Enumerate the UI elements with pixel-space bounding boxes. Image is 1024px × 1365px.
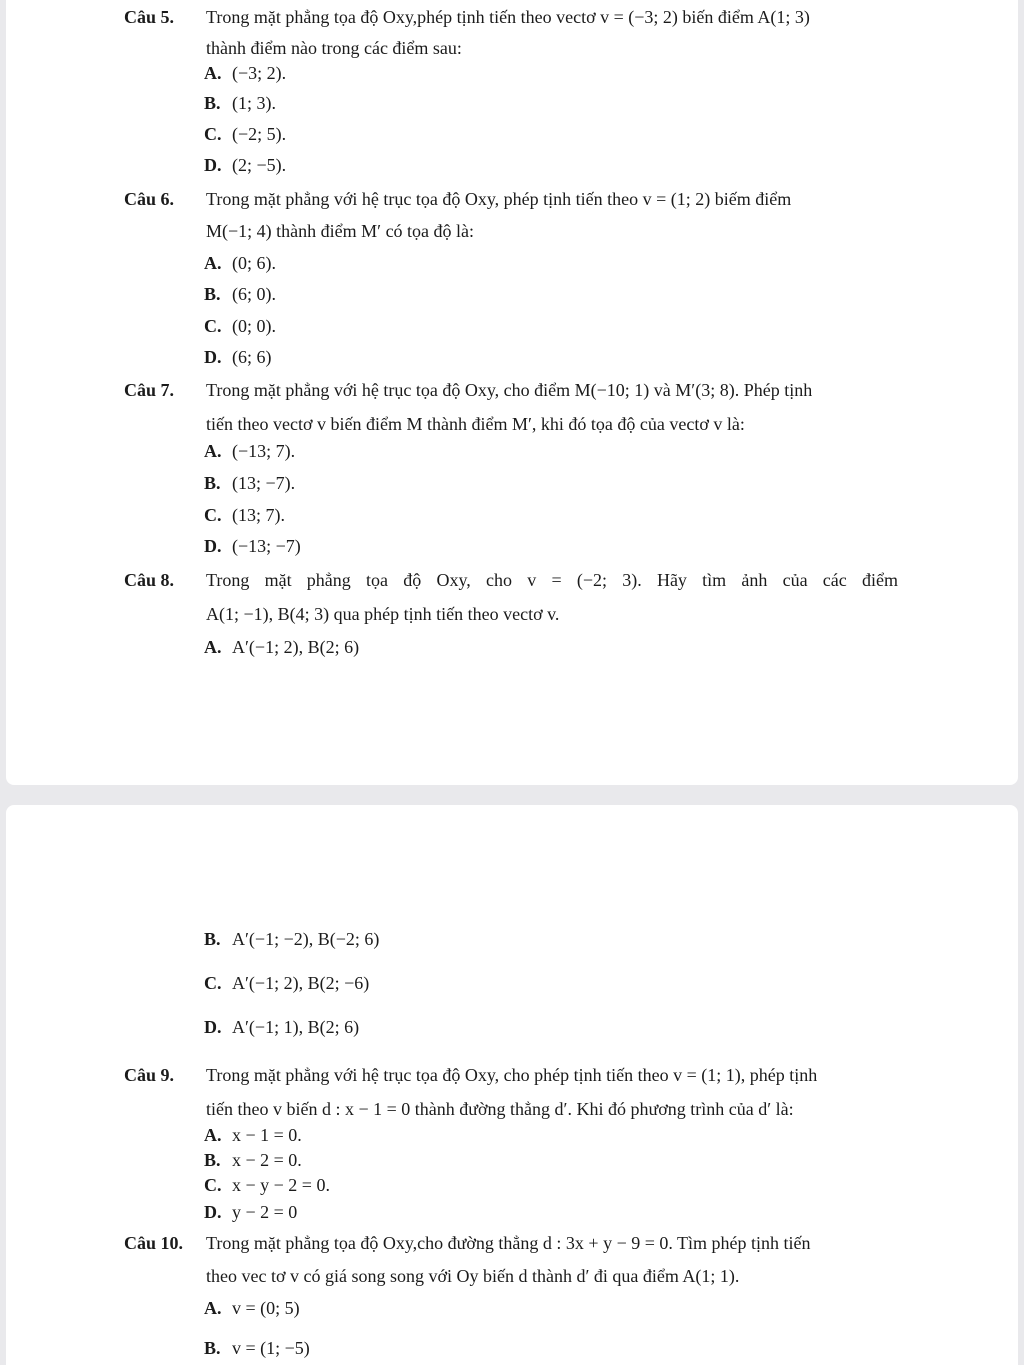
question-text-line: M(−1; 4) thành điểm M′ có tọa độ là: [206, 221, 475, 241]
question-text-line: tiến theo vectơ v biến điểm M thành điểm M′, khi đó tọa độ của vectơ v là: [206, 414, 745, 434]
answer-option: D. y − 2 = 0 [204, 1202, 298, 1222]
answer-option: A. (0; 6). [204, 253, 276, 273]
answer-option: D. (2; −5). [204, 155, 287, 175]
answer-option: C. (−2; 5). [204, 124, 287, 144]
answer-option: A. A′(−1; 2), B(2; 6) [204, 637, 360, 657]
answer-option: C. A′(−1; 2), B(2; −6) [204, 973, 370, 993]
question-text-line: Trong mặt phẳng tọa độ Oxy,phép tịnh tiến theo vectơ v = (−3; 2) biến điểm A(1; 3) [206, 7, 810, 27]
question-text-line: theo vec tơ v có giá song song với Oy biến d thành d′ đi qua điểm A(1; 1). [206, 1266, 740, 1286]
question-label: Câu 9. [124, 1065, 175, 1085]
question-text-line: A(1; −1), B(4; 3) qua phép tịnh tiến theo vectơ v. [206, 604, 560, 624]
answer-option: B. A′(−1; −2), B(−2; 6) [204, 929, 380, 949]
answer-option: C. (0; 0). [204, 316, 276, 336]
answer-option: B. x − 2 = 0. [204, 1150, 302, 1170]
answer-option: A. (−13; 7). [204, 441, 296, 461]
question-text-line: thành điểm nào trong các điểm sau: [206, 38, 462, 58]
answer-option: B. (6; 0). [204, 284, 276, 304]
question-text-line: tiến theo v biến d : x − 1 = 0 thành đường thẳng d′. Khi đó phương trình của d′ là: [206, 1099, 794, 1119]
question-label: Câu 7. [124, 380, 175, 400]
answer-option: C. x − y − 2 = 0. [204, 1175, 330, 1195]
answer-option: A. v = (0; 5) [204, 1298, 300, 1318]
question-text-line: Trong mặt phẳng với hệ trục tọa độ Oxy, phép tịnh tiến theo v = (1; 2) biếm điểm [206, 189, 792, 209]
answer-option: B. v = (1; −5) [204, 1338, 310, 1358]
question-text-line: Trong mặt phẳng với hệ trục tọa độ Oxy, cho phép tịnh tiến theo v = (1; 1), phép tịnh [206, 1065, 818, 1085]
question-text-line: Trong mặt phẳng với hệ trục tọa độ Oxy, cho điểm M(−10; 1) và M′(3; 8). Phép tịnh [206, 380, 813, 400]
question-label: Câu 8. [124, 570, 175, 590]
answer-option: B. (13; −7). [204, 473, 296, 493]
question-text-line: Trong mặt phẳng tọa độ Oxy,cho đường thẳng d : 3x + y − 9 = 0. Tìm phép tịnh tiến [206, 1233, 811, 1253]
answer-option: B. (1; 3). [204, 93, 276, 113]
question-label: Câu 6. [124, 189, 175, 209]
answer-option: D. (−13; −7) [204, 536, 301, 556]
answer-option: A. x − 1 = 0. [204, 1125, 302, 1145]
answer-option: D. (6; 6) [204, 347, 272, 367]
question-text-line: Trong mặt phẳng tọa độ Oxy, cho v = (−2; 3). Hãy tìm ảnh của các điểm [206, 570, 898, 590]
question-label: Câu 10. [124, 1233, 184, 1253]
question-label: Câu 5. [124, 7, 175, 27]
answer-option: A. (−3; 2). [204, 63, 287, 83]
answer-option: C. (13; 7). [204, 505, 285, 525]
answer-option: D. A′(−1; 1), B(2; 6) [204, 1017, 360, 1037]
